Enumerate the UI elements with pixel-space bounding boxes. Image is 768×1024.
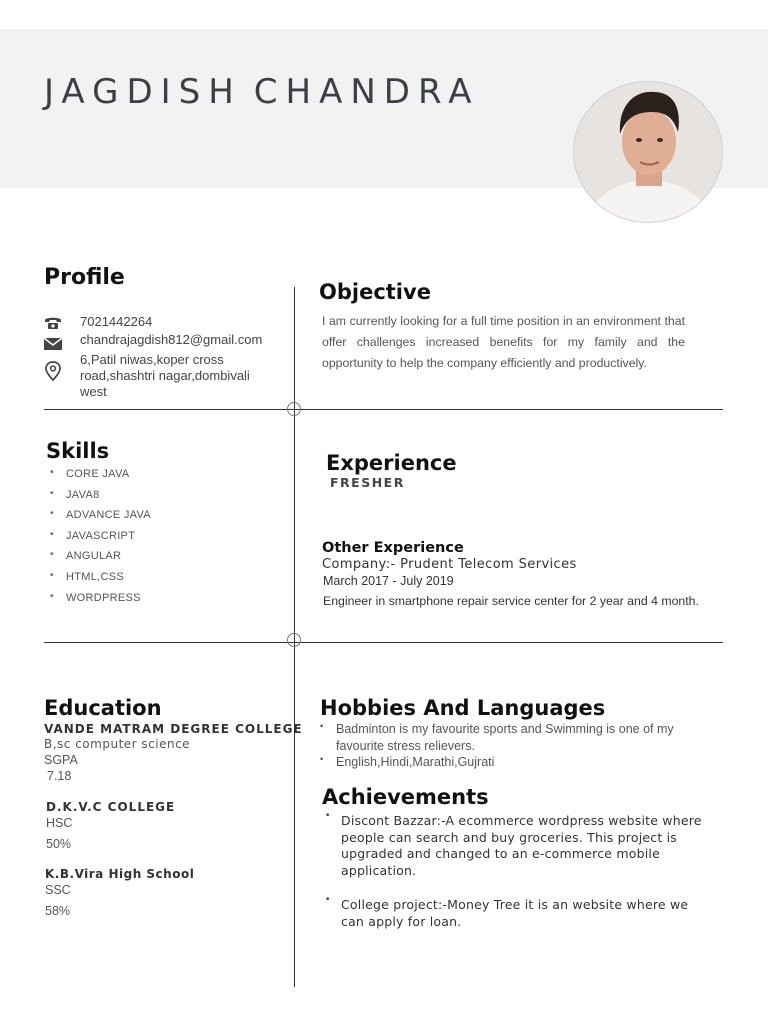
skill-item: • WORDPRESS	[50, 590, 151, 611]
divider-knot-1	[287, 402, 301, 416]
phone-icon	[43, 314, 63, 332]
divider-1	[44, 409, 723, 410]
other-experience-heading: Other Experience	[322, 540, 464, 556]
college-name: D.K.V.C COLLEGE	[46, 800, 176, 814]
divider-knot-2	[287, 633, 301, 647]
education-heading: Education	[44, 696, 162, 720]
achievement-item: • Discont Bazzar:-A ecommerce wordpress website where people can search and buy groceries. This project is upgraded and changed to an e-commerce mobile application.	[325, 813, 710, 879]
course-name: HSC	[46, 816, 73, 830]
objective-text: I am currently looking for a full time position in an environment that offer challenges increased benefits for my family and the opportunity to help the company efficiently and productively.	[322, 314, 685, 370]
skill-item: • ADVANCE JAVA	[50, 507, 151, 528]
candidate-name	[44, 72, 479, 112]
address: 6,Patil niwas,koper cross road,shashtri nagar,dombivali west	[80, 352, 250, 399]
first-name: JAGDISH	[44, 72, 242, 112]
skill-item: • HTML,CSS	[50, 569, 151, 590]
course-name: B,sc computer science	[44, 737, 191, 751]
hobbies-heading: Hobbies And Languages	[320, 696, 606, 720]
skills-list	[50, 466, 151, 610]
skill-item: • JAVASCRIPT	[50, 528, 151, 549]
skills-heading: Skills	[46, 439, 110, 463]
hobby-item: • Badminton is my favourite sports and Swimming is one of my favourite stress relievers.	[320, 721, 690, 754]
objective-heading: Objective	[319, 280, 431, 304]
achievements-heading: Achievements	[322, 785, 489, 809]
college-name: VANDE MATRAM DEGREE COLLEGE	[44, 722, 303, 736]
skill-item: • ANGULAR	[50, 548, 151, 569]
grade-label: SGPA	[44, 753, 78, 767]
last-name: CHANDRA	[253, 72, 480, 112]
experience-heading: Experience	[326, 451, 457, 475]
experience-subtitle: FRESHER	[330, 475, 405, 490]
email-address: chandrajagdish812@gmail.com	[80, 332, 263, 347]
grade-value: 50%	[46, 837, 72, 851]
grade-value: 58%	[45, 904, 71, 918]
school-name: K.B.Vira High School	[45, 867, 195, 881]
experience-dates: March 2017 - July 2019	[323, 574, 454, 588]
languages-item: • English,Hindi,Marathi,Gujrati	[320, 754, 690, 771]
skill-item: • CORE JAVA	[50, 466, 151, 487]
hobbies-list	[320, 721, 690, 771]
profile-heading: Profile	[44, 265, 125, 290]
achievements-list	[325, 813, 710, 948]
course-name: SSC	[45, 883, 71, 897]
location-pin-icon	[43, 360, 63, 382]
skill-item: • JAVA8	[50, 487, 151, 508]
profile-photo	[573, 81, 723, 223]
experience-description: Engineer in smartphone repair service center for 2 year and 4 month.	[323, 594, 699, 608]
achievement-item: • College project:-Money Tree it is an website where we can apply for loan.	[325, 897, 710, 930]
company-name: Company:- Prudent Telecom Services	[322, 557, 577, 572]
phone-number: 7021442264	[80, 314, 153, 329]
email-icon	[43, 335, 63, 353]
grade-value: 7.18	[47, 769, 72, 783]
divider-2	[44, 642, 723, 643]
